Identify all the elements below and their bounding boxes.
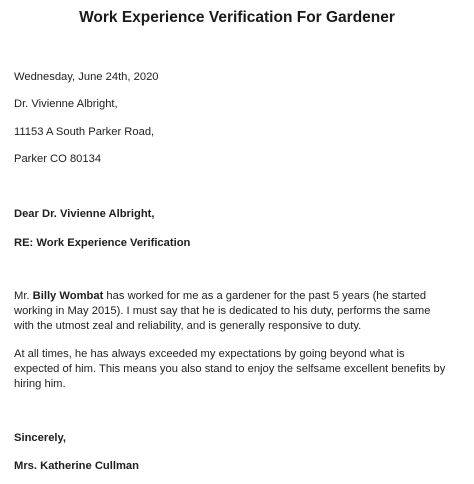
signature-name: Mrs. Katherine Cullman	[14, 460, 139, 472]
paragraph-1-line-3: with the utmost zeal and reliability, and is generally responsive to duty.	[14, 320, 362, 332]
salutation: Dear Dr. Vivienne Albright,	[14, 208, 155, 220]
paragraph-2-line-2: expected of him. This means you also stand to enjoy the selfsame excellent benefits by	[14, 363, 446, 375]
employee-name: Billy Wombat	[32, 290, 104, 302]
body-paragraph-2	[14, 347, 460, 392]
recipient-name: Dr. Vivienne Albright,	[14, 98, 118, 110]
body-paragraph-1	[14, 289, 460, 334]
closing: Sincerely,	[14, 432, 67, 444]
letter-title: Work Experience Verification For Gardener	[79, 9, 395, 26]
paragraph-2-line-1: At all times, he has always exceeded my expectations by going beyond what is	[14, 348, 405, 360]
paragraph-1-line-1	[14, 289, 460, 304]
recipient-street: 11153 A South Parker Road,	[14, 126, 155, 138]
paragraph-1-line-2: working in May 2015). I must say that he is dedicated to his duty, performs the same	[14, 305, 431, 317]
letter-date: Wednesday, June 24th, 2020	[14, 71, 159, 83]
employee-prefix: Mr.	[14, 290, 33, 302]
recipient-city: Parker CO 80134	[14, 153, 102, 165]
paragraph-2-line-3: hiring him.	[14, 378, 66, 390]
subject-line: RE: Work Experience Verification	[14, 237, 191, 249]
paragraph-1-line-1-rest: has worked for me as a gardener for the past 5 years (he started	[103, 290, 427, 302]
